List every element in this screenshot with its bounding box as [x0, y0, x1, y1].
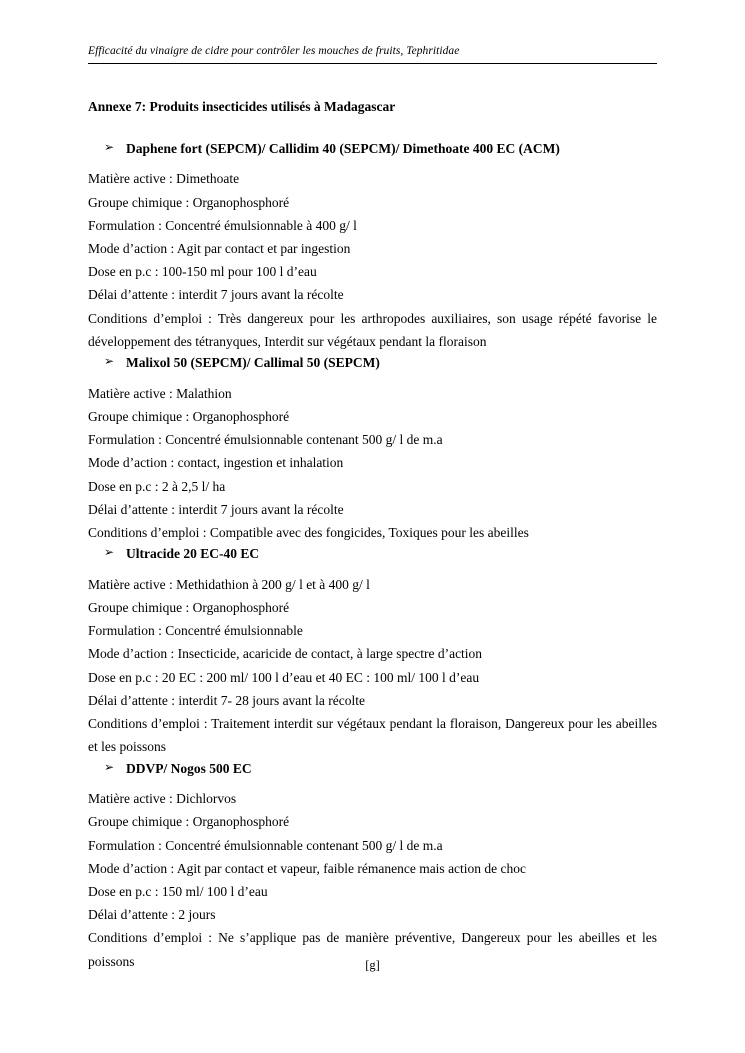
page-title: Annexe 7: Produits insecticides utilisés à Madagascar [88, 98, 396, 114]
product-section-3 [88, 544, 657, 758]
product-detail-line: Conditions d’emploi : Traitement interdit sur végétaux pendant la floraison, Dangereux pour les abeilles et les poissons [88, 716, 657, 755]
product-detail-line: Groupe chimique : Organophosphoré [88, 408, 290, 424]
product-detail-line: Groupe chimique : Organophosphoré [88, 814, 290, 830]
product-detail-line: Mode d’action : Agit par contact et par ingestion [88, 241, 351, 257]
product-detail-line: Formulation : Concentré émulsionnable contenant 500 g/ l de m.a [88, 432, 443, 448]
product-section-4 [88, 759, 657, 973]
product-detail-line: Mode d’action : Agit par contact et vapeur, faible rémanence mais action de choc [88, 860, 527, 876]
product-detail-line: Groupe chimique : Organophosphoré [88, 194, 290, 210]
product-section-2 [88, 353, 657, 544]
arrow-bullet-icon: ➢ [104, 139, 115, 154]
product-detail-line: Dose en p.c : 20 EC : 200 ml/ 100 l d’eau et 40 EC : 100 ml/ 100 l d’eau [88, 669, 480, 685]
product-detail-line: Délai d’attente : 2 jours [88, 907, 216, 923]
product-detail-line: Mode d’action : contact, ingestion et inhalation [88, 455, 344, 471]
arrow-bullet-icon: ➢ [104, 545, 115, 560]
product-name: DDVP/ Nogos 500 EC [126, 760, 252, 776]
product-heading [88, 544, 657, 564]
product-heading [88, 139, 657, 159]
page-footer: [g] [365, 958, 380, 972]
header-divider [88, 63, 657, 64]
product-detail-line: Groupe chimique : Organophosphoré [88, 600, 290, 616]
product-heading [88, 353, 657, 373]
product-detail-line: Délai d’attente : interdit 7 jours avant la récolte [88, 287, 344, 303]
product-name: Ultracide 20 EC-40 EC [126, 546, 260, 562]
product-detail-line: Matière active : Methidathion à 200 g/ l et à 400 g/ l [88, 576, 370, 592]
product-detail-line: Conditions d’emploi : Très dangereux pour les arthropodes auxiliaires, son usage répété favorise le développement des tétranyques, Interdit sur végétaux pendant la floraison [88, 310, 657, 349]
arrow-bullet-icon: ➢ [104, 759, 115, 774]
product-detail-line: Dose en p.c : 100-150 ml pour 100 l d’eau [88, 264, 317, 280]
arrow-bullet-icon: ➢ [104, 354, 115, 369]
product-detail-line: Matière active : Dimethoate [88, 171, 240, 187]
product-heading [88, 759, 657, 779]
product-detail-line: Conditions d’emploi : Ne s’applique pas de manière préventive, Dangereux pour les abeilles et les poissons [88, 930, 657, 969]
product-detail-line: Formulation : Concentré émulsionnable [88, 623, 303, 639]
product-detail-line: Dose en p.c : 150 ml/ 100 l d’eau [88, 883, 268, 899]
product-detail-line: Formulation : Concentré émulsionnable à 400 g/ l [88, 217, 357, 233]
product-name: Daphene fort (SEPCM)/ Callidim 40 (SEPCM)/ Dimethoate 400 EC (ACM) [126, 140, 560, 156]
product-detail-line: Matière active : Dichlorvos [88, 791, 237, 807]
running-header: Efficacité du vinaigre de cidre pour contrôler les mouches de fruits, Tephritidae [88, 45, 460, 57]
product-detail-line: Mode d’action : Insecticide, acaricide de contact, à large spectre d’action [88, 646, 483, 662]
product-detail-line: Formulation : Concentré émulsionnable contenant 500 g/ l de m.a [88, 837, 443, 853]
product-detail-line: Délai d’attente : interdit 7 jours avant la récolte [88, 501, 344, 517]
product-detail-line: Matière active : Malathion [88, 385, 232, 401]
product-detail-line: Délai d’attente : interdit 7- 28 jours avant la récolte [88, 692, 366, 708]
product-section-1 [88, 139, 657, 353]
product-detail-line: Conditions d’emploi : Compatible avec des fongicides, Toxiques pour les abeilles [88, 525, 529, 541]
product-detail-line: Dose en p.c : 2 à 2,5 l/ ha [88, 478, 226, 494]
product-name: Malixol 50 (SEPCM)/ Callimal 50 (SEPCM) [126, 355, 380, 371]
